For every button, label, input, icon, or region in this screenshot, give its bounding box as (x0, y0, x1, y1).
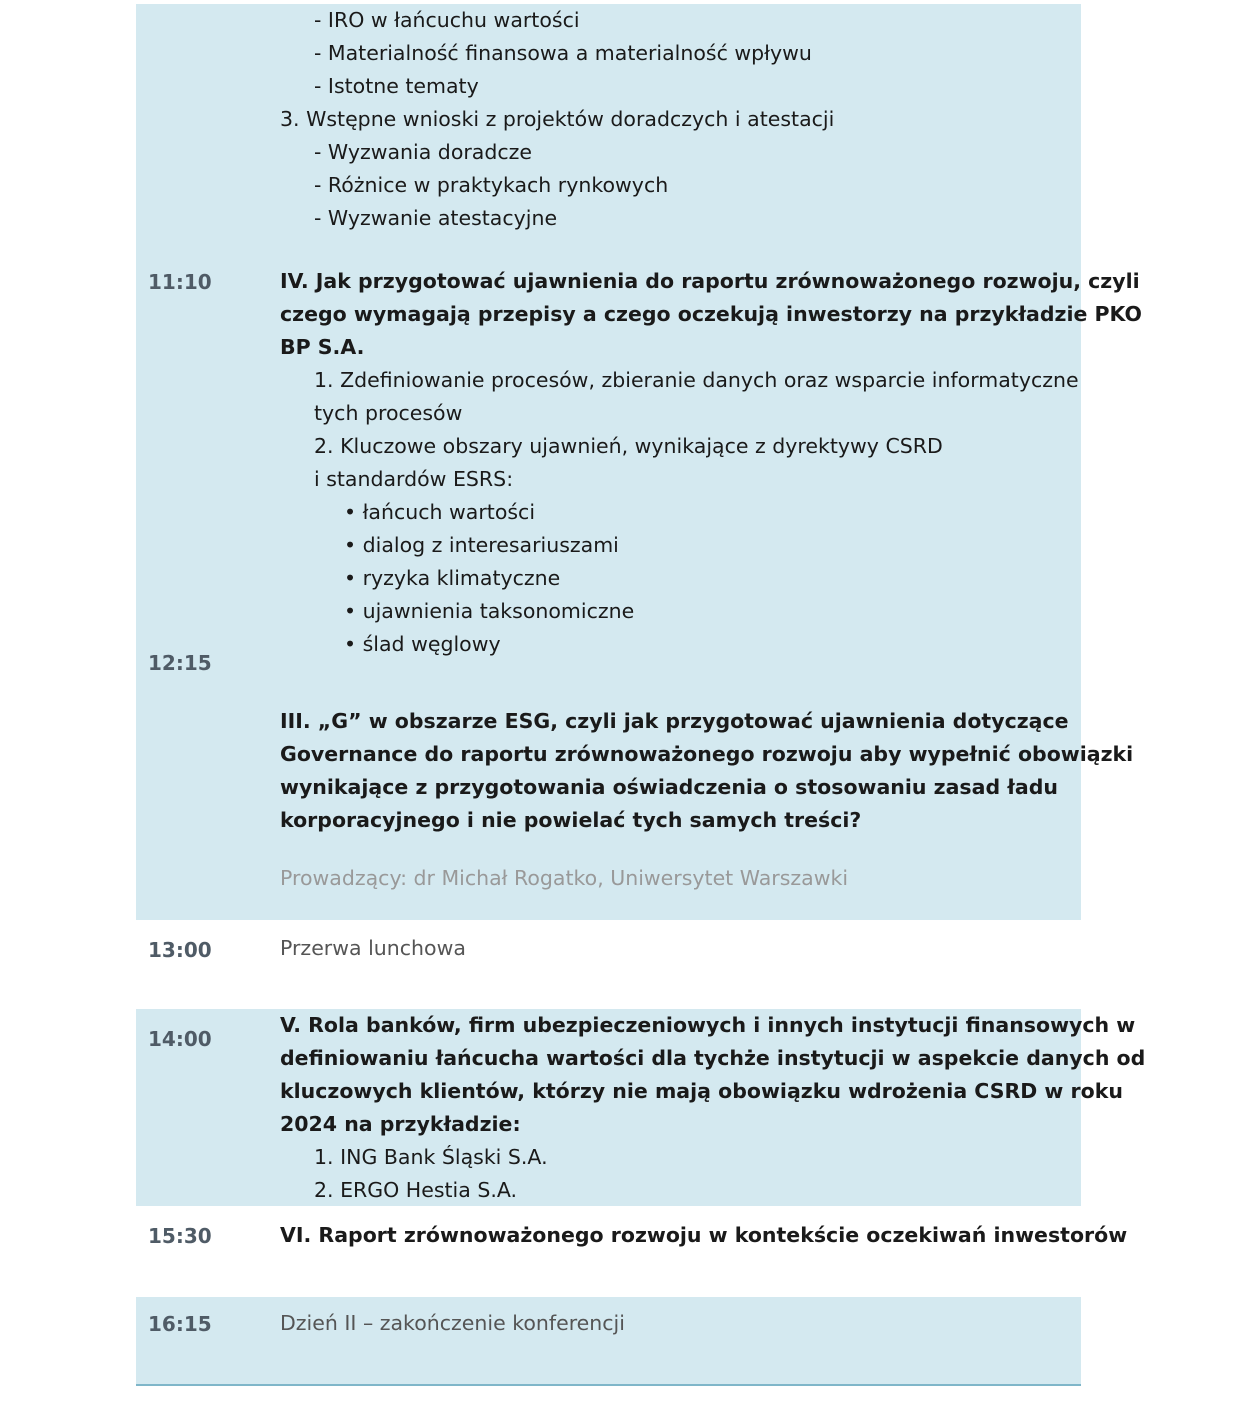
section-title-line: kluczowych klientów, którzy nie mają obowiązku wdrożenia CSRD w roku (280, 1079, 1123, 1103)
bullet-text: dialog z interesariuszami (362, 533, 619, 557)
intro-line: 3. Wstępne wnioski z projektów doradczych i atestacji (280, 107, 835, 131)
presenter-text: Prowadzący: dr Michał Rogatko, Uniwersytet Warszawki (280, 866, 849, 890)
section-title-line: V. Rola banków, firm ubezpieczeniowych i innych instytucji finansowych w (280, 1013, 1136, 1037)
time-label: 11:10 (148, 270, 212, 294)
bullet-item (344, 562, 560, 595)
section-title-line: VI. Raport zrównoważonego rozwoju w kontekście oczekiwań inwestorów (280, 1223, 1128, 1247)
bullet-icon: • (344, 533, 363, 557)
time-label: 13:00 (148, 938, 212, 962)
section-title-line: wynikające z przygotowania oświadczenia o stosowaniu zasad ładu (280, 775, 1058, 799)
section-title-line: III. „G” w obszarze ESG, czyli jak przygotować ujawnienia dotyczące (280, 709, 1069, 733)
bullet-item (344, 496, 535, 529)
intro-line: - Istotne tematy (314, 74, 479, 98)
agenda-block-vi (136, 1206, 1128, 1297)
bullet-icon: • (344, 566, 363, 590)
section-title-line: korporacyjnego i nie powielać tych samych treści? (280, 808, 862, 832)
bullet-text: łańcuch wartości (362, 500, 536, 524)
intro-line: - Różnice w praktykach rynkowych (314, 173, 669, 197)
section-title-line: 2024 na przykładzie: (280, 1112, 521, 1136)
bullet-text: ślad węglowy (362, 632, 501, 656)
section-title-line: czego wymagają przepisy a czego oczekują inwestorzy na przykładzie PKO (280, 302, 1142, 326)
intro-line: - Wyzwanie atestacyjne (314, 206, 558, 230)
agenda-block-iv-iii (136, 4, 1142, 920)
section-title-line: definiowaniu łańcucha wartości dla tychże instytucji w aspekcie danych od (280, 1046, 1146, 1070)
section-item: 2. ERGO Hestia S.A. (314, 1178, 518, 1202)
bullet-text: ryzyka klimatyczne (362, 566, 561, 590)
intro-line: - Wyzwania doradcze (314, 140, 533, 164)
bullet-item (344, 595, 634, 628)
bullet-icon: • (344, 599, 363, 623)
bullet-icon: • (344, 500, 363, 524)
agenda-row-closing (136, 1297, 1081, 1384)
bullet-item (344, 628, 501, 661)
bullet-text: ujawnienia taksonomiczne (362, 599, 635, 623)
time-label: 14:00 (148, 1027, 212, 1051)
section-title-line: Governance do raportu zrównoważonego rozwoju aby wypełnić obowiązki (280, 742, 1134, 766)
section-item: 1. Zdefiniowanie procesów, zbieranie danych oraz wsparcie informatyczne (314, 368, 1079, 392)
time-label: 12:15 (148, 651, 212, 675)
section-item: 1. ING Bank Śląski S.A. (314, 1145, 548, 1169)
agenda-item-label: Dzień II – zakończenie konferencji (280, 1311, 625, 1335)
section-item: i standardów ESRS: (314, 467, 514, 491)
section-item: 2. Kluczowe obszary ujawnień, wynikające z dyrektywy CSRD (314, 434, 943, 458)
table-bottom-border (136, 1384, 1081, 1386)
bullet-icon: • (344, 632, 363, 656)
time-label: 16:15 (148, 1312, 212, 1336)
intro-line: - Materialność finansowa a materialność wpływu (314, 41, 812, 65)
section-title-line: BP S.A. (280, 335, 365, 359)
bullet-item (344, 529, 619, 562)
section-title-line: IV. Jak przygotować ujawnienia do raportu zrównoważonego rozwoju, czyli (280, 269, 1140, 293)
agenda-block-v (136, 1009, 1146, 1206)
intro-line: - IRO w łańcuchu wartości (314, 8, 580, 32)
agenda-row-lunch (136, 920, 1081, 1009)
section-item: tych procesów (314, 401, 463, 425)
time-label: 15:30 (148, 1224, 212, 1248)
agenda-item-label: Przerwa lunchowa (280, 936, 466, 960)
